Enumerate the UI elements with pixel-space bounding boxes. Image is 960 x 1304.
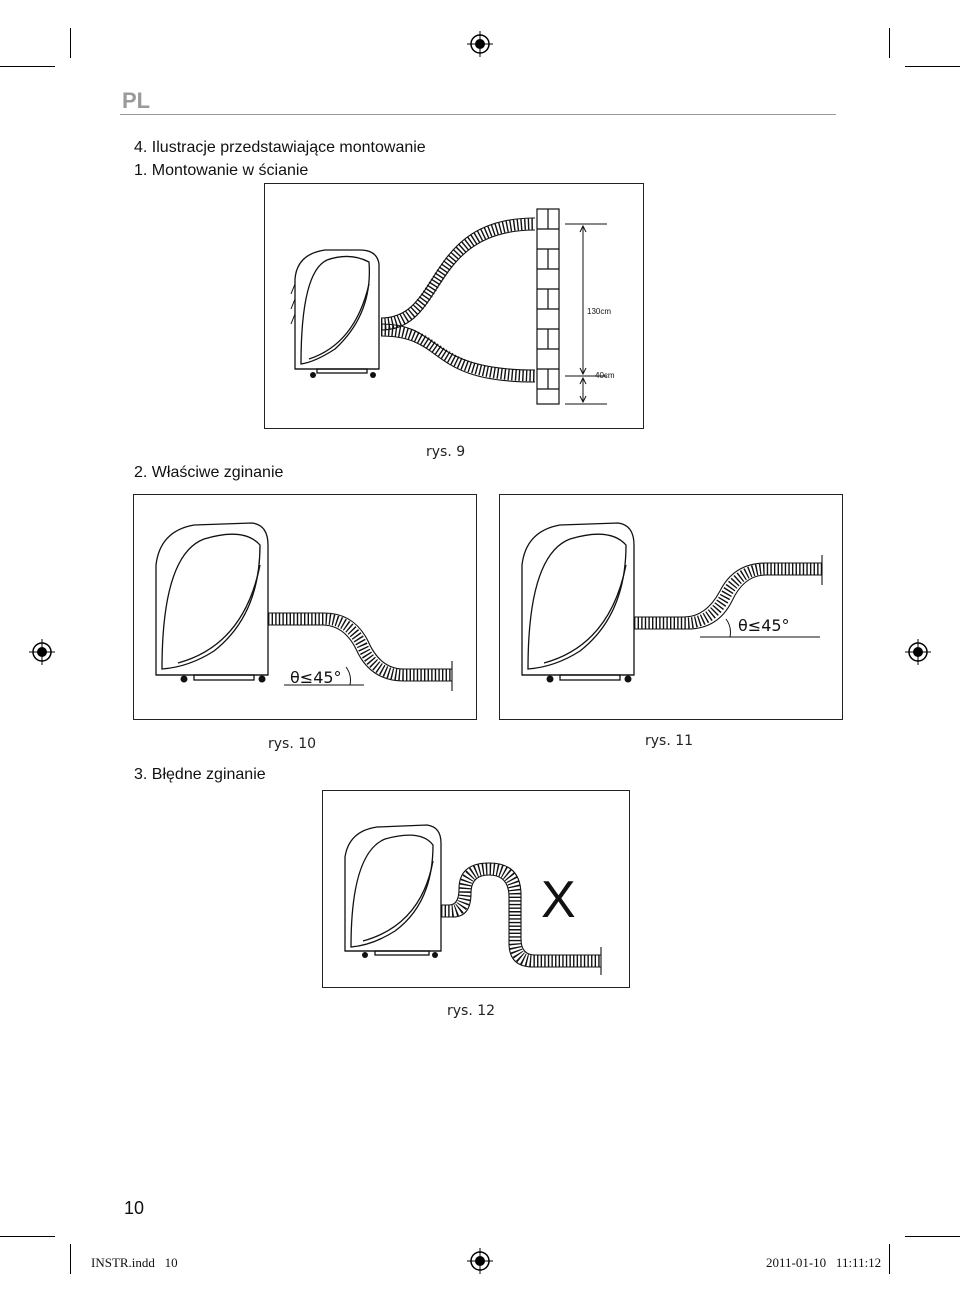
footer-timestamp: 2011-01-10 11:11:12: [766, 1255, 882, 1270]
angle-label: θ≤45°: [738, 616, 790, 635]
figure-caption-11: rys. 11: [645, 733, 694, 749]
figure-caption-10: rys. 10: [268, 736, 317, 752]
language-code: PL: [122, 88, 151, 113]
crop-mark: [905, 66, 960, 67]
crop-mark: [70, 28, 71, 58]
crop-mark: [889, 28, 890, 58]
footer-file: INSTR.indd 10: [91, 1255, 178, 1270]
figure-correct-bending-up: [499, 494, 843, 720]
registration-mark-icon: [466, 1247, 494, 1275]
header-rule: [120, 114, 836, 115]
wrong-bending-illustration: [323, 791, 629, 987]
figure-correct-bending-down: [133, 494, 477, 720]
subsection-wall-mounting: 1. Montowanie w ścianie: [134, 162, 309, 179]
crop-mark: [905, 1236, 960, 1237]
figure-caption-12: rys. 12: [447, 1003, 496, 1019]
registration-mark-icon: [28, 638, 56, 666]
dimension-40: 40cm: [595, 371, 615, 380]
figure-wrong-bending: [322, 790, 630, 988]
bending-down-illustration: [134, 495, 476, 719]
bending-up-illustration: [500, 495, 842, 719]
crop-mark: [0, 1236, 55, 1237]
registration-mark-icon: [466, 30, 494, 58]
angle-label: θ≤45°: [290, 668, 342, 687]
registration-mark-icon: [904, 638, 932, 666]
wrong-mark: X: [541, 871, 576, 929]
crop-mark: [0, 66, 55, 67]
crop-mark: [70, 1244, 71, 1274]
subsection-correct-bending: 2. Właściwe zginanie: [134, 464, 284, 481]
section-title: 4. Ilustracje przedstawiające montowanie: [134, 139, 426, 156]
crop-mark: [889, 1244, 890, 1274]
figure-wall-mounting: [264, 183, 644, 429]
wall-mounting-illustration: [265, 184, 643, 428]
dimension-130: 130cm: [587, 307, 612, 316]
figure-caption-9: rys. 9: [426, 444, 466, 460]
page-number: 10: [124, 1198, 145, 1218]
subsection-wrong-bending: 3. Błędne zginanie: [134, 766, 266, 783]
